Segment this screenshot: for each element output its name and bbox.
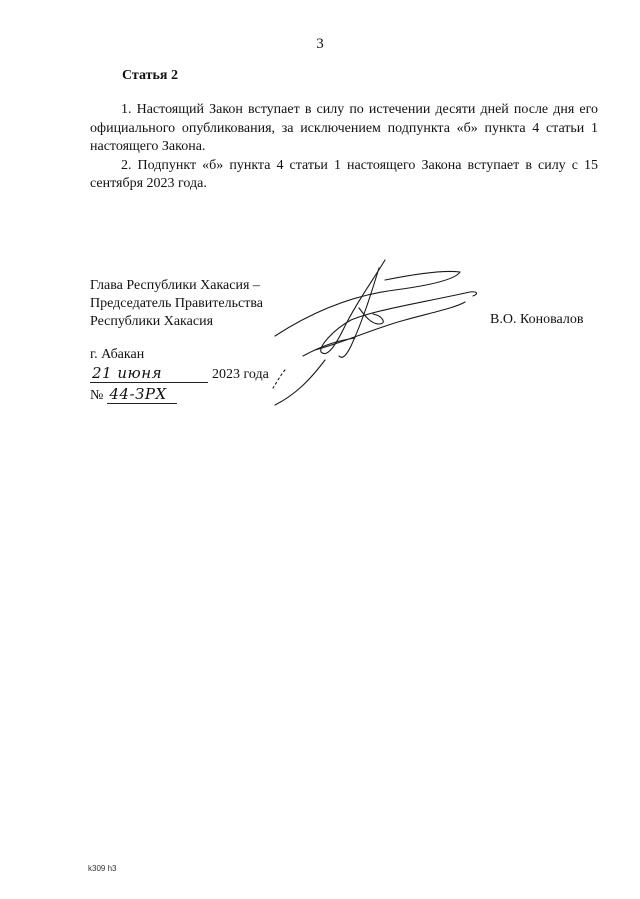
article-paragraph-2: 2. Подпункт «б» пункта 4 статьи 1 настоящего Закона вступает в силу с 15 сентября 2023 года. (90, 157, 598, 191)
handwritten-number: 44-ЗРХ (109, 385, 167, 403)
number-prefix: № (90, 388, 104, 403)
handwritten-date: 21 июня (92, 364, 163, 382)
date-year: 2023 года (212, 367, 269, 382)
signatory-title-line-1: Глава Республики Хакасия – (90, 278, 260, 293)
signing-date (90, 366, 269, 386)
footer-code: k309 h3 (88, 864, 117, 873)
place-of-signing: г. Абакан (90, 347, 145, 362)
handwritten-signature (255, 250, 495, 410)
article-body (90, 101, 598, 194)
article-heading: Статья 2 (122, 68, 178, 83)
article-paragraph-1: 1. Настоящий Закон вступает в силу по истечении десяти дней после дня его официального опубликования, за исключением подпункта «б» пункта 4 статьи 1 настоящего Закона. (90, 102, 598, 154)
page-number: 3 (316, 36, 324, 52)
date-blank (90, 366, 208, 383)
signatory-name: В.О. Коновалов (490, 312, 584, 327)
number-blank (107, 387, 177, 404)
signatory-title (90, 277, 263, 331)
signatory-title-line-2: Председатель Правительства (90, 296, 263, 311)
signatory-title-line-3: Республики Хакасия (90, 314, 214, 329)
law-number (90, 387, 177, 404)
